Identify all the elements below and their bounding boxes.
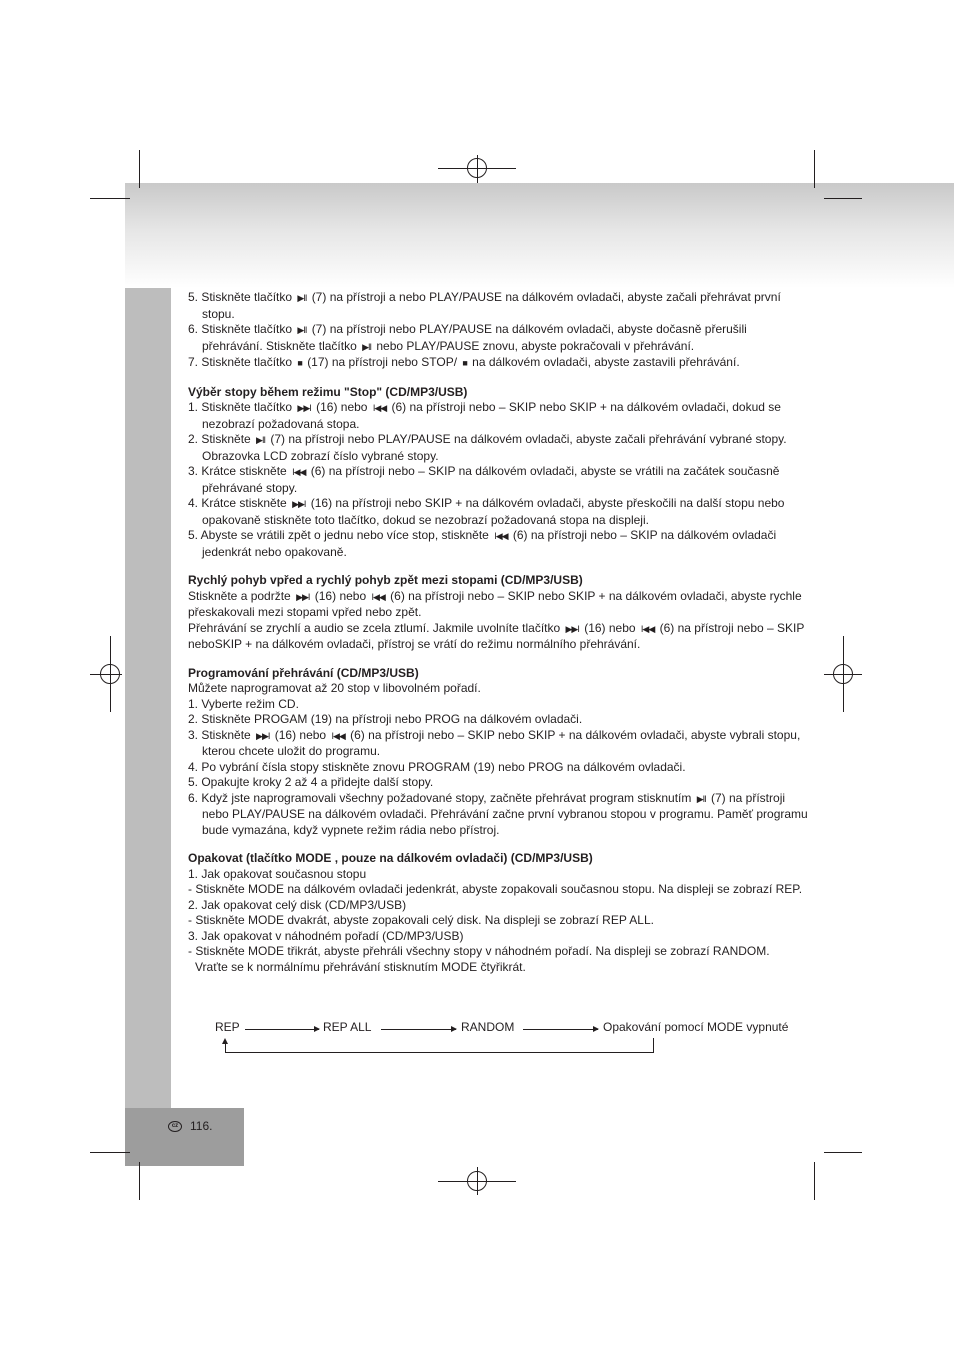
crop-mark [90, 1152, 130, 1153]
list-item: 7. Stiskněte tlačítko ■ (17) na přístroji nebo STOP/ ■ na dálkovém ovladači, abyste zastavili přehrávání. [188, 355, 740, 369]
list-item: 1. Jak opakovat současnou stopu [188, 866, 367, 881]
play-pause-icon: ▶II [362, 341, 372, 352]
prev-icon: I◀◀ [372, 403, 387, 413]
play-pause-icon: ▶II [696, 793, 706, 804]
list-item: 2. Stiskněte PROGAM (19) na přístroji nebo PROG na dálkovém ovladači. [188, 712, 583, 726]
stop-icon: ■ [462, 358, 467, 368]
registration-mark [467, 158, 487, 178]
list-item: 1. Vyberte režim CD. [188, 696, 299, 711]
registration-mark [833, 664, 853, 684]
section-heading: Rychlý pohyb vpřed a rychlý pohyb zpět mezi stopami (CD/MP3/USB) [188, 573, 583, 587]
next-icon: ▶▶I [256, 730, 270, 741]
paragraph: Můžete naprogramovat až 20 stop v libovolném pořadí. [188, 681, 481, 695]
flow-rep-all: REP ALL [323, 1020, 372, 1034]
flow-mode-off: Opakování pomocí MODE vypnuté [603, 1020, 789, 1034]
stop-icon: ■ [297, 358, 302, 368]
flow-arrow [523, 1029, 598, 1030]
list-item: 3. Stiskněte ▶▶I (16) nebo I◀◀ (6) na přístroji nebo – SKIP nebo SKIP + na dálkovém ovladači, abyste vybrali stopu, kterou chcete uložit do programu. [188, 727, 801, 758]
section-heading: Výběr stopy během režimu "Stop" (CD/MP3/USB) [188, 384, 468, 399]
list-item: - Stiskněte MODE na dálkovém ovladači jedenkrát, abyste zopakovali současnou stopu. Na displeji se zobrazí REP. [188, 882, 803, 896]
list-item: 6. Stiskněte tlačítko ▶II (7) na přístroji nebo PLAY/PAUSE na dálkovém ovladači, abyste dočasně přerušili přehrávání. Stiskněte tlačítko ▶II nebo PLAY/PAUSE znovu, abyste pokračovali v přehrávání. [188, 322, 747, 353]
list-item: 3. Jak opakovat v náhodném pořadí (CD/MP3/USB) [188, 928, 464, 943]
crop-mark [814, 1162, 815, 1200]
paragraph: Vraťte se k normálnímu přehrávání stisknutím MODE čtyřikrát. [195, 959, 526, 974]
prev-icon: I◀◀ [371, 591, 385, 602]
flow-return-line [653, 1038, 654, 1052]
prev-icon: I◀◀ [494, 531, 508, 541]
paragraph: Přehrávání se zrychlí a audio se zcela ztlumí. Jakmile uvolníte tlačítko ▶▶I (16) nebo I◀◀ (6) na přístroji nebo – SKIP neboSKIP + na dálkovém ovladači, přístroj se vrátí do režimu normálního přehrávání. [188, 620, 805, 651]
next-icon: ▶▶I [297, 403, 311, 413]
list-item: 3. Krátce stiskněte I◀◀ (6) na přístroji nebo – SKIP na dálkovém ovladači, abyste se vrátili na začátek současně přehrávané stopy. [188, 464, 780, 495]
flow-return-arrowhead [222, 1038, 228, 1044]
crop-mark [824, 1152, 862, 1153]
page-number: 116. [190, 1119, 213, 1133]
crop-mark [814, 150, 815, 188]
play-pause-icon: ▶II [297, 325, 307, 335]
next-icon: ▶▶I [296, 591, 310, 602]
prev-icon: I◀◀ [292, 467, 306, 477]
crop-mark [90, 198, 130, 199]
list-item: 5. Abyste se vrátili zpět o jednu nebo více stop, stiskněte I◀◀ (6) na přístroji nebo – SKIP na dálkovém ovladači jedenkrát nebo opakovaně. [188, 528, 777, 559]
prev-icon: I◀◀ [331, 730, 345, 741]
list-item: 2. Stiskněte ▶II (7) na přístroji nebo PLAY/PAUSE na dálkovém ovladači, abyste začali přehrávání vybrané stopy. Obrazovka LCD zobrazí číslo vybrané stopy. [188, 432, 787, 463]
play-pause-icon: ▶II [297, 293, 307, 303]
list-item: 5. Opakujte kroky 2 až 4 a přidejte další stopy. [188, 775, 434, 789]
list-item: - Stiskněte MODE dvakrát, abyste zopakovali celý disk. Na displeji se zobrazí REP ALL. [188, 913, 654, 927]
registration-mark [467, 1171, 487, 1191]
crop-mark [824, 198, 862, 199]
flow-return-line [225, 1052, 654, 1053]
list-item: 6. Když jste naprogramovali všechny požadované stopy, začněte přehrávat program stisknutím ▶II (7) na přístroji nebo PLAY/PAUSE na dálkovém ovladači. Přehrávání začne první vybranou stopou v programu. Paměť programu bude vymazána, když vypnete režim rádia nebo přístroj. [188, 790, 808, 837]
list-item: 4. Krátce stiskněte ▶▶I (16) na přístroji nebo SKIP + na dálkovém ovladači, abyste přeskočili na další stopu nebo opakovaně stiskněte toto tlačítko, dokud se nezobrazí požadovaná stopa na displeji. [188, 496, 785, 527]
language-badge-icon: cz [168, 1121, 182, 1132]
next-icon: ▶▶I [292, 499, 306, 509]
play-pause-icon: ▶II [256, 435, 265, 445]
registration-mark [100, 664, 120, 684]
section-heading: Opakovat (tlačítko MODE , pouze na dálkovém ovladači) (CD/MP3/USB) [188, 851, 593, 865]
list-item: 5. Stiskněte tlačítko ▶II (7) na přístroji a nebo PLAY/PAUSE na dálkovém ovladači, abyste začali přehrávat první stopu. [188, 290, 781, 321]
side-bar [125, 288, 171, 1110]
list-item: 2. Jak opakovat celý disk (CD/MP3/USB) [188, 897, 407, 912]
manual-text [188, 290, 808, 975]
next-icon: ▶▶I [565, 623, 579, 634]
list-item: 1. Stiskněte tlačítko ▶▶I (16) nebo I◀◀ (6) na přístroji nebo – SKIP nebo SKIP + na dálkovém ovladači, dokud se nezobrazí požadovaná stopa. [188, 400, 781, 431]
crop-mark [139, 1162, 140, 1200]
list-item: 4. Po vybrání čísla stopy stiskněte znovu PROGRAM (19) nebo PROG na dálkovém ovladači. [188, 759, 686, 774]
flow-arrow [381, 1029, 456, 1030]
flow-random: RANDOM [461, 1020, 515, 1034]
page-number-box [125, 1108, 244, 1166]
flow-arrow [245, 1029, 319, 1030]
section-heading: Programování přehrávání (CD/MP3/USB) [188, 665, 419, 680]
crop-mark [139, 150, 140, 188]
list-item: - Stiskněte MODE třikrát, abyste přehráli všechny stopy v náhodném pořadí. Na displeji se zobrazí RANDOM. [188, 944, 770, 958]
flow-rep: REP [215, 1020, 240, 1034]
paragraph: Stiskněte a podržte ▶▶I (16) nebo I◀◀ (6) na přístroji nebo – SKIP nebo SKIP + na dálkovém ovladači, abyste rychle přeskakovali mezi stopami vpřed nebo zpět. [188, 588, 802, 619]
prev-icon: I◀◀ [640, 623, 655, 634]
